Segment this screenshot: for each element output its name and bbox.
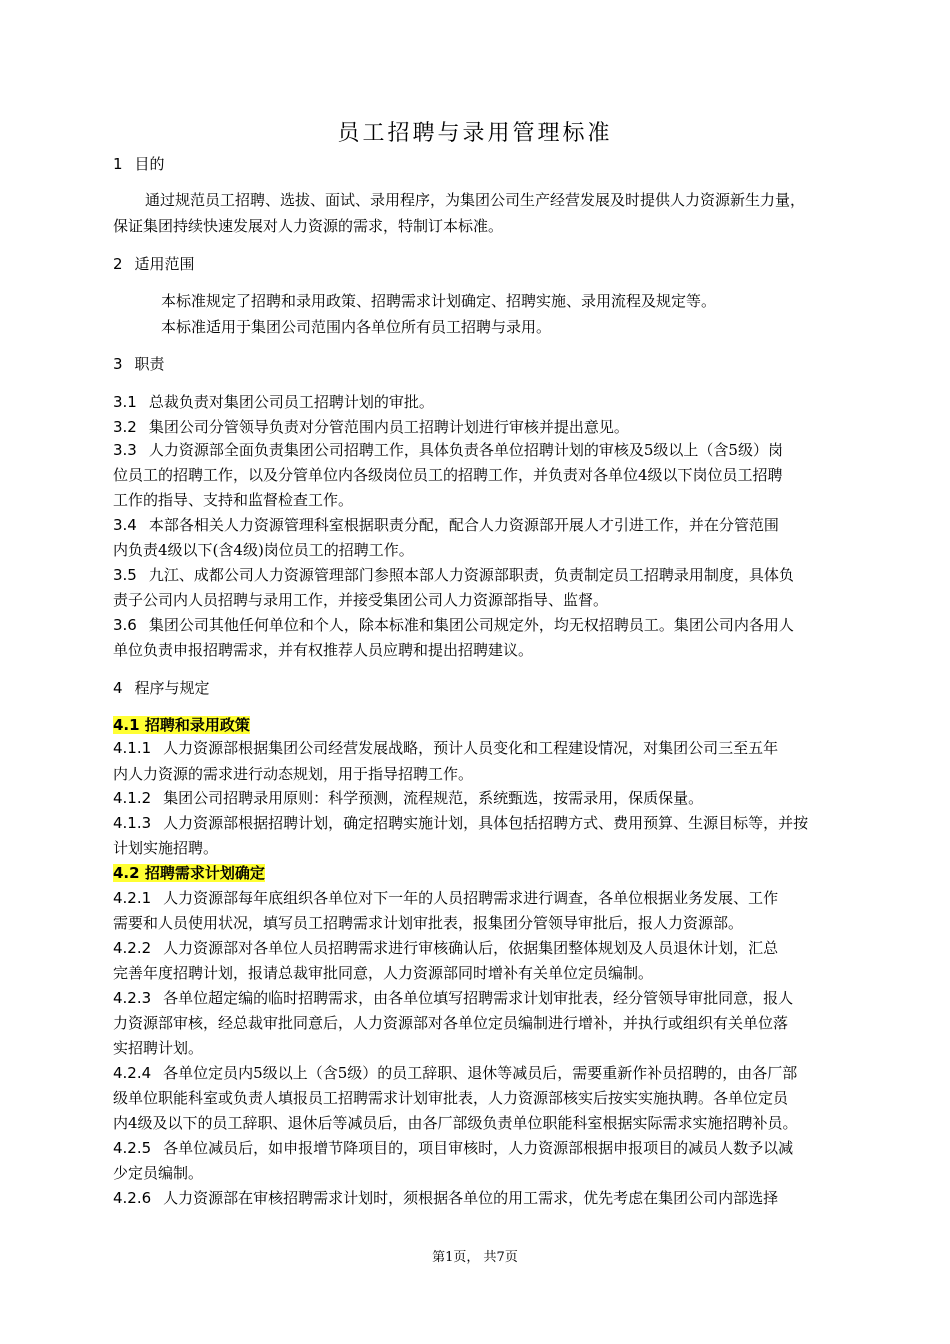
section-number: 4.2.2 — [113, 939, 152, 957]
section-number: 4.2.4 — [113, 1064, 152, 1082]
paragraph-text: 人力资源部在审核招聘需求计划时，须根据各单位的用工需求，优先考虑在集团公司内部选择 — [163, 1189, 779, 1207]
paragraph-text: 保证集团持续快速发展对人力资源的需求，特制订本标准。 — [113, 217, 504, 235]
paragraph-text: 九江、成都公司人力资源管理部门参照本部人力资源部职责，负责制定员工招聘录用制度，具体负 — [148, 566, 794, 584]
body-line — [113, 763, 873, 785]
section-line — [113, 862, 873, 884]
paragraph-text: 内4级及以下的员工辞职、退休后等减员后，由各厂部级负责单位职能科室根据实际需求实施招聘补员。 — [113, 1114, 798, 1132]
section-number: 3.4 — [113, 516, 137, 534]
paragraph-text: 人力资源部根据招聘计划，确定招聘实施计划，具体包括招聘方式、费用预算、生源目标等，并按 — [163, 814, 809, 832]
section-line — [113, 937, 873, 959]
body-line — [113, 1112, 873, 1134]
section-heading: 职责 — [134, 355, 165, 373]
paragraph-text: 力资源部审核，经总裁审批同意后，人力资源部对各单位定员编制进行增补，并执行或组织有关单位落 — [113, 1014, 789, 1032]
document-title: 员工招聘与录用管理标准 — [337, 121, 613, 146]
section-line — [113, 787, 873, 809]
section-line — [113, 887, 873, 909]
section-number: 3.5 — [113, 566, 137, 584]
paragraph-text: 人力资源部每年底组织各单位对下一年的人员招聘需求进行调查，各单位根据业务发展、工作 — [163, 889, 779, 907]
page-footer: 第1页， 共7页 — [432, 1250, 518, 1265]
section-number: 3.1 — [113, 393, 137, 411]
section-line — [113, 677, 873, 699]
paragraph-text: 实招聘计划。 — [113, 1039, 204, 1057]
paragraph-text: 集团公司分管领导负责对分管范围内员工招聘计划进行审核并提出意见。 — [148, 418, 629, 436]
subsection-heading: 招聘需求计划确定 — [144, 864, 265, 882]
paragraph-text: 单位负责申报招聘需求，并有权推荐人员应聘和提出招聘建议。 — [113, 641, 534, 659]
section-line — [113, 439, 873, 461]
section-number: 4.1.2 — [113, 789, 152, 807]
section-line — [113, 353, 873, 375]
paragraph-text: 内人力资源的需求进行动态规划，用于指导招聘工作。 — [113, 765, 474, 783]
section-number: 4.1 — [113, 716, 140, 734]
section-heading: 适用范围 — [134, 255, 195, 273]
section-heading: 程序与规定 — [134, 679, 210, 697]
section-number: 4.2.6 — [113, 1189, 152, 1207]
paragraph-text: 位员工的招聘工作，以及分管单位内各级岗位员工的招聘工作，并负责对各单位4级以下岗位员工招聘 — [113, 466, 783, 484]
section-line — [113, 564, 873, 586]
section-line — [113, 1187, 873, 1209]
section-line — [113, 391, 873, 413]
section-number: 4.2 — [113, 864, 140, 882]
paragraph-text: 需要和人员使用状况，填写员工招聘需求计划审批表，报集团分管领导审批后，报人力资源部。 — [113, 914, 744, 932]
body-line — [113, 1087, 873, 1109]
paragraph-text: 集团公司其他任何单位和个人，除本标准和集团公司规定外，均无权招聘员工。集团公司内各用人 — [148, 616, 794, 634]
body-line — [113, 489, 873, 511]
body-line — [113, 316, 921, 338]
section-line — [113, 812, 873, 834]
body-line — [113, 189, 905, 211]
section-line — [113, 514, 873, 536]
section-number: 3.2 — [113, 418, 137, 436]
body-line — [113, 464, 873, 486]
section-number: 3 — [113, 355, 123, 373]
body-line — [113, 589, 873, 611]
section-line — [113, 737, 873, 759]
section-heading: 目的 — [134, 155, 165, 173]
paragraph-text: 通过规范员工招聘、选拔、面试、录用程序，为集团公司生产经营发展及时提供人力资源新生力量， — [145, 191, 806, 209]
body-line — [113, 215, 873, 237]
body-line — [113, 1162, 873, 1184]
section-line — [113, 1137, 873, 1159]
subsection-heading: 招聘和录用政策 — [144, 716, 250, 734]
section-number: 4.2.1 — [113, 889, 152, 907]
body-line — [113, 1012, 873, 1034]
section-line — [113, 1062, 873, 1084]
paragraph-text: 内负责4级以下(含4级)岗位员工的招聘工作。 — [113, 541, 414, 559]
body-line — [113, 290, 921, 312]
paragraph-text: 完善年度招聘计划，报请总裁审批同意，人力资源部同时增补有关单位定员编制。 — [113, 964, 654, 982]
paragraph-text: 人力资源部全面负责集团公司招聘工作，具体负责各单位招聘计划的审核及5级以上（含5级）岗 — [148, 441, 783, 459]
section-line — [113, 614, 873, 636]
section-number: 4.2.5 — [113, 1139, 152, 1157]
body-line — [113, 539, 873, 561]
section-number: 2 — [113, 255, 123, 273]
section-number: 4.1.1 — [113, 739, 152, 757]
section-line — [113, 714, 873, 736]
section-number: 3.6 — [113, 616, 137, 634]
paragraph-text: 责子公司内人员招聘与录用工作，并接受集团公司人力资源部指导、监督。 — [113, 591, 609, 609]
body-line — [113, 962, 873, 984]
section-number: 4 — [113, 679, 123, 697]
paragraph-text: 各单位超定编的临时招聘需求，由各单位填写招聘需求计划审批表，经分管领导审批同意，报人 — [163, 989, 794, 1007]
section-number: 4.1.3 — [113, 814, 152, 832]
paragraph-text: 集团公司招聘录用原则：科学预测，流程规范，系统甄选，按需录用，保质保量。 — [163, 789, 704, 807]
body-line — [113, 639, 873, 661]
paragraph-text: 本部各相关人力资源管理科室根据职责分配，配合人力资源部开展人才引进工作，并在分管范围 — [148, 516, 779, 534]
section-number: 1 — [113, 155, 123, 173]
section-line — [113, 153, 873, 175]
paragraph-text: 人力资源部根据集团公司经营发展战略，预计人员变化和工程建设情况，对集团公司三至五年 — [163, 739, 779, 757]
paragraph-text: 总裁负责对集团公司员工招聘计划的审批。 — [148, 393, 434, 411]
body-line — [113, 912, 873, 934]
body-line — [113, 1037, 873, 1059]
body-line — [113, 837, 873, 859]
section-number: 3.3 — [113, 441, 137, 459]
paragraph-text: 本标准规定了招聘和录用政策、招聘需求计划确定、招聘实施、录用流程及规定等。 — [161, 292, 717, 310]
paragraph-text: 各单位定员内5级以上（含5级）的员工辞职、退休等减员后，需要重新作补员招聘的，由各厂部 — [163, 1064, 798, 1082]
section-line — [113, 253, 873, 275]
paragraph-text: 计划实施招聘。 — [113, 839, 219, 857]
paragraph-text: 级单位职能科室或负责人填报员工招聘需求计划审批表，人力资源部核实后按实实施执聘。各单位定员 — [113, 1089, 789, 1107]
paragraph-text: 各单位减员后，如申报增节降项目的，项目审核时，人力资源部根据申报项目的减员人数予以减 — [163, 1139, 794, 1157]
paragraph-text: 少定员编制。 — [113, 1164, 204, 1182]
paragraph-text: 工作的指导、支持和监督检查工作。 — [113, 491, 354, 509]
section-line — [113, 416, 873, 438]
paragraph-text: 人力资源部对各单位人员招聘需求进行审核确认后，依据集团整体规划及人员退休计划，汇总 — [163, 939, 779, 957]
section-number: 4.2.3 — [113, 989, 152, 1007]
paragraph-text: 本标准适用于集团公司范围内各单位所有员工招聘与录用。 — [161, 318, 552, 336]
section-line — [113, 987, 873, 1009]
